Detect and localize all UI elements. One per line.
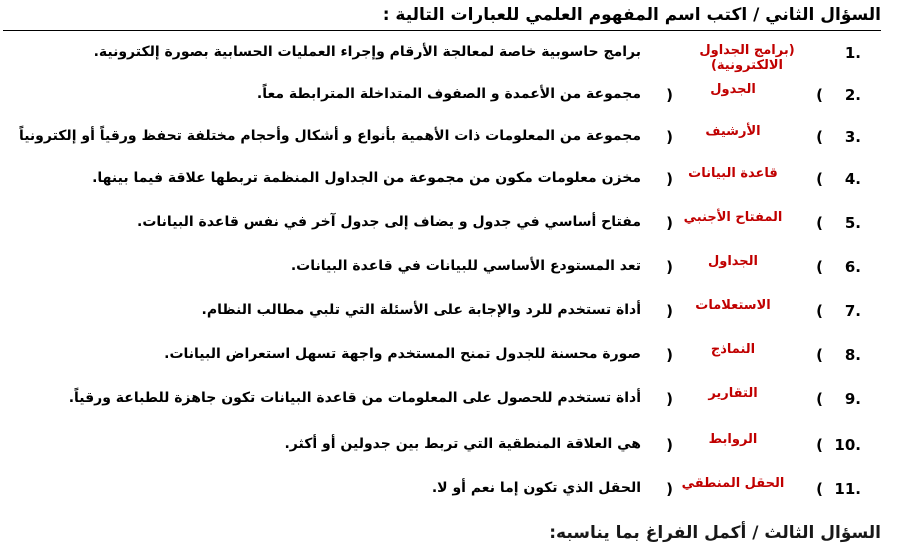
item-number: 7. — [844, 302, 861, 320]
answer-text: التقارير — [708, 386, 758, 401]
item-number: 11. — [834, 480, 861, 498]
open-paren: ) — [816, 214, 823, 232]
close-paren: ( — [666, 346, 673, 364]
statement-text: مجموعة من المعلومات ذات الأهمية بأنواع و أشكال وأحجام مختلفة تحفظ ورقياً أو إلكترونياً — [18, 128, 641, 144]
statement-text: برامج حاسوبية خاصة لمعالجة الأرقام وإجراء العمليات الحسابية بصورة إلكترونية. — [93, 44, 641, 60]
question-item — [0, 210, 899, 250]
close-paren: ( — [666, 302, 673, 320]
statement-text: أداة تستخدم للحصول على المعلومات من قاعدة البيانات تكون جاهزة للطباعة ورقياً. — [68, 390, 641, 406]
statement-text: أداة تستخدم للرد والإجابة على الأسئلة التي تلبي مطالب النظام. — [201, 302, 641, 318]
item-number: 2. — [844, 86, 861, 104]
statement-text: صورة محسنة للجدول تمنح المستخدم واجهة تسهل استعراض البيانات. — [164, 346, 641, 362]
open-paren: ) — [816, 480, 823, 498]
answer-text: النماذج — [710, 342, 756, 357]
open-paren: ) — [816, 170, 823, 188]
statement-text: هي العلاقة المنطقية التي تربط بين جدولين أو أكثر. — [284, 436, 641, 452]
item-number: 10. — [834, 436, 861, 454]
question-item — [0, 386, 899, 426]
item-number: 9. — [844, 390, 861, 408]
question-item — [0, 432, 899, 472]
close-paren: ( — [666, 390, 673, 408]
answer-text: الحقل المنطقي — [681, 476, 785, 491]
item-number: 8. — [844, 346, 861, 364]
statement-text: مخزن معلومات مكون من مجموعة من الجداول المنظمة تربطها علاقة فيما بينها. — [92, 170, 641, 186]
question-item — [0, 342, 899, 382]
open-paren: ) — [816, 128, 823, 146]
question-item — [0, 124, 899, 164]
item-number: 4. — [844, 170, 861, 188]
next-question-title: السؤال الثالث / أكمل الفراغ بما يناسبه: — [549, 523, 881, 543]
close-paren: ( — [666, 436, 673, 454]
open-paren: ) — [816, 86, 823, 104]
statement-text: تعد المستودع الأساسي للبيانات في قاعدة البيانات. — [290, 258, 641, 274]
question-item — [0, 476, 899, 516]
question-item — [0, 166, 899, 206]
open-paren: ) — [816, 390, 823, 408]
question-item — [0, 254, 899, 294]
question-item — [0, 298, 899, 338]
question-title: السؤال الثاني / اكتب اسم المفهوم العلمي للعبارات التالية : — [382, 5, 881, 25]
answer-text: الأرشيف — [705, 124, 761, 139]
answer-text: الروابط — [708, 432, 758, 447]
close-paren: ( — [666, 170, 673, 188]
question-item — [0, 40, 899, 80]
statement-text: الحقل الذي تكون إما نعم أو لا. — [431, 480, 641, 496]
answer-text: المفتاح الأجنبي — [683, 210, 783, 225]
item-number: 5. — [844, 214, 861, 232]
close-paren: ( — [666, 128, 673, 146]
answer-text: الاستعلامات — [695, 298, 771, 313]
close-paren: ( — [666, 258, 673, 276]
title-underline — [3, 30, 881, 31]
close-paren: ( — [666, 86, 673, 104]
statement-text: مجموعة من الأعمدة و الصفوف المتداخلة المترابطة معاً. — [256, 86, 641, 102]
question-item — [0, 82, 899, 122]
item-number: 3. — [844, 128, 861, 146]
close-paren: ( — [666, 214, 673, 232]
statement-text: مفتاح أساسي في جدول و يضاف إلى جدول آخر في نفس قاعدة البيانات. — [137, 214, 641, 230]
answer-text: الجداول — [707, 254, 759, 269]
open-paren: ) — [816, 258, 823, 276]
open-paren: ) — [816, 436, 823, 454]
close-paren: ( — [666, 480, 673, 498]
open-paren: ) — [816, 346, 823, 364]
open-paren: ) — [816, 302, 823, 320]
item-number: 6. — [844, 258, 861, 276]
answer-text: الجدول — [710, 82, 756, 97]
answer-text: قاعدة البيانات — [688, 166, 778, 181]
answer-text: (برامج الجداول الالكترونية) — [699, 43, 795, 73]
item-number: 1. — [844, 44, 861, 62]
